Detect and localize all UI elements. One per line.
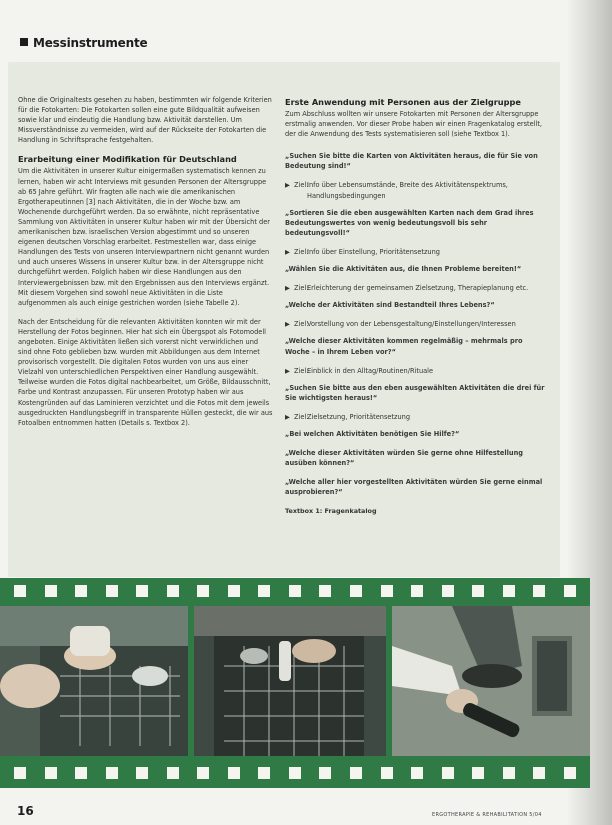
- goal-line: [285, 412, 547, 422]
- goal-line: [285, 247, 547, 257]
- film-hole: [14, 585, 26, 597]
- section-title-text: Messinstrumente: [33, 36, 148, 50]
- question-block: [285, 300, 547, 329]
- goal-text: Einblick in den Alltag/Routinen/Rituale: [307, 366, 434, 375]
- film-hole: [167, 767, 179, 779]
- film-hole: [228, 767, 240, 779]
- film-hole: [411, 767, 423, 779]
- goal-line: [285, 180, 547, 200]
- film-perforation-top: [0, 585, 590, 599]
- goal-text: Vorstellung von der Lebensgestaltung/Einstellungen/Interessen: [307, 320, 516, 329]
- film-hole: [258, 585, 270, 597]
- film-hole: [75, 767, 87, 779]
- film-hole: [503, 767, 515, 779]
- heading-first-application: Erste Anwendung mit Personen aus der Zielgruppe: [285, 97, 521, 107]
- question-block: [285, 448, 547, 468]
- heading-modification: Erarbeitung einer Modifikation für Deutschland: [18, 154, 237, 165]
- journal-footer: ERGOTHERAPIE & REHABILITATION 5/04: [432, 812, 542, 818]
- question: „Suchen Sie bitte aus den eben ausgewählten Aktivitäten die drei für Sie wichtigsten heraus!“: [285, 383, 545, 402]
- photo-dishwasher-rack: [194, 606, 386, 756]
- goal-label: Ziel:: [294, 366, 309, 375]
- film-hole: [106, 585, 118, 597]
- triangle-bullet-icon: ▶: [285, 181, 290, 190]
- film-hole: [106, 767, 118, 779]
- film-hole: [14, 767, 26, 779]
- film-hole: [319, 767, 331, 779]
- film-hole: [136, 585, 148, 597]
- goal-line: [285, 319, 547, 329]
- photo-frame-dishwasher-hands: [0, 606, 188, 756]
- question: „Welche der Aktivitäten sind Bestandteil Ihres Lebens?“: [285, 301, 495, 310]
- question-block: [285, 336, 547, 375]
- triangle-bullet-icon: ▶: [285, 412, 290, 421]
- film-hole: [564, 767, 576, 779]
- goal-line: [285, 283, 547, 293]
- paragraph-modification: Um die Aktivitäten in unserer Kultur einigermaßen systematisch kennen zu lernen, haben wir acht Interviews mit gesunden Personen der Altersgruppe ab 65 Jahre geführt. Wir fragten alle nach wie die amerikanischen Ergotherapeutinnen [3] nach Aktivitäten, die in der Woche bzw. am Wochenende durchgeführt werden. Da so erwähnte, nicht repräsentative Sammlung von Aktivitäten in unserer Kultur haben wir mit der Übersicht der amerikanischen bzw. israelischen Version abgestimmt und so unseren eigenen deutschen Vorschlag erarbeitet. Festmestellen war, dass einige Handlungen des Tests von unseren Interviewpartnern nicht genannt wurden und auch unseres Wissens in unserer Kultur bzw. in der Altersgruppe nicht durchgeführt werden. Folglich haben wir diese Handlungen aus den Interviewergebnissen bzw. mit den Ergebnissen aus den Interviews ergänzt. Mit diesem Vorgehen sind sowohl neue Aktivitäten in die Liste aufgenommen als auch einige gestrichen worden (siehe Tabelle 2).: [18, 167, 270, 307]
- film-hole: [503, 585, 515, 597]
- question-block: [285, 383, 547, 422]
- question-block: [285, 151, 547, 200]
- film-hole: [381, 585, 393, 597]
- goal-label: Ziel:: [294, 284, 309, 293]
- question-block: [285, 208, 547, 257]
- square-bullet-icon: [20, 38, 28, 46]
- film-hole: [442, 767, 454, 779]
- photo-dishwasher-hands: [0, 606, 188, 756]
- photo-frames: [0, 606, 590, 756]
- film-hole: [472, 767, 484, 779]
- question: „Welche dieser Aktivitäten würden Sie gerne ohne Hilfestellung ausüben können?“: [285, 449, 523, 468]
- film-perforation-bottom: [0, 767, 590, 781]
- film-hole: [319, 585, 331, 597]
- paragraph-photos: Nach der Entscheidung für die relevanten Aktivitäten konnten wir mit der Herstellung der Fotos beginnen. Hier hat sich ein Übergspot als Fotomodell angeboten. Einige Aktivitäten ließen sich vorerst nicht verwirklichen und sind ohne Foto geblieben bzw. wurden mit Abbildungen aus dem Internet provisorisch vorgestellt. Die digitalen Fotos wurden von uns aus einer Vielzahl von unterschiedlichen Perspektiven einer Handlung ausgewählt. Teilweise wurden die Fotos digital nachbearbeitet, um Größe, Bildausschnitt, Farbe und Kontrast anzupassen. Für unseren Prototyp haben wir aus Kostengründen auf das Laminieren verzichtet und die Fotos mit dem jeweils ausgedruckten Handlungsbegriff in transparente Hüllen gesteckt, die wir aus Fotoalben entnommen hatten (Details s. Textbox 2).: [18, 317, 273, 427]
- section-title: [20, 36, 147, 50]
- question: „Wählen Sie die Aktivitäten aus, die Ihnen Probleme bereiten!“: [285, 265, 522, 274]
- film-hole: [289, 767, 301, 779]
- goal-text: Erleichterung der gemeinsamen Zielsetzung, Therapieplanung etc.: [307, 284, 529, 293]
- photo-frame-dishwasher-rack: [194, 606, 386, 756]
- film-hole: [472, 585, 484, 597]
- question: „Bei welchen Aktivitäten benötigen Sie Hilfe?“: [285, 429, 460, 438]
- goal-line: [285, 366, 547, 376]
- film-hole: [167, 585, 179, 597]
- film-hole: [197, 585, 209, 597]
- question-block: [285, 264, 547, 293]
- film-hole: [197, 767, 209, 779]
- question: „Welche aller hier vorgestellten Aktivitäten würden Sie gerne einmal ausprobieren?“: [285, 478, 543, 497]
- goal-label: Ziel:: [294, 320, 309, 329]
- film-hole: [411, 585, 423, 597]
- film-hole: [442, 585, 454, 597]
- question: „Sortieren Sie die eben ausgewählten Karten nach dem Grad ihres Bedeutungswertes von wenig bedeutungsvoll bis sehr bedeutungsvoll!“: [285, 208, 534, 237]
- film-hole: [228, 585, 240, 597]
- triangle-bullet-icon: ▶: [285, 247, 290, 256]
- goal-text: Zielsetzung, Prioritätensetzung: [307, 412, 411, 421]
- page-number: 16: [17, 804, 34, 818]
- intro-first-application: Zum Abschluss wollten wir unsere Fotokarten mit Personen der Altersgruppe erstmalig anwenden. Vor dieser Probe haben wir einen Fragenkatalog erstellt, der die Anwendung des Tests systematisieren soll (siehe Textbox 1).: [285, 110, 543, 139]
- goal-label: Ziel:: [294, 412, 309, 421]
- film-hole: [45, 767, 57, 779]
- goal-text: Info über Lebensumstände, Breite des Aktivitätenspektrums, Handlungsbedingungen: [307, 181, 508, 200]
- film-hole: [564, 585, 576, 597]
- film-hole: [75, 585, 87, 597]
- triangle-bullet-icon: ▶: [285, 366, 290, 375]
- intro-paragraph: Ohne die Originaltests gesehen zu haben, bestimmten wir folgende Kriterien für die Fotokarten: Die Fotokarten sollen eine gute Bildqualität aufweisen sowie klar und eindeutig die Handlung bzw. Aktivität darstellen. Um Missverständnisse zu vermeiden, wird auf der Rückseite der Fotokarten die Handlung in Schriftsprache festgehalten.: [18, 96, 272, 145]
- textbox-caption: Textbox 1: Fragenkatalog: [285, 507, 377, 516]
- film-hole: [533, 767, 545, 779]
- right-column: [285, 95, 547, 517]
- question: „Welche dieser Aktivitäten kommen regelmäßig – mehrmals pro Woche – in Ihrem Leben vor?“: [285, 337, 523, 356]
- question-block: [285, 429, 547, 439]
- goal-label: Ziel:: [294, 181, 309, 190]
- question-block: [285, 477, 547, 497]
- film-hole: [533, 585, 545, 597]
- film-hole: [350, 767, 362, 779]
- film-hole: [136, 767, 148, 779]
- film-hole: [381, 767, 393, 779]
- goal-label: Ziel:: [294, 247, 309, 256]
- photo-frame-sweeping: [392, 606, 590, 756]
- question: „Suchen Sie bitte die Karten von Aktivitäten heraus, die für Sie von Bedeutung sind!“: [285, 152, 538, 171]
- goal-text: Info über Einstellung, Prioritätensetzung: [307, 247, 440, 256]
- film-hole: [258, 767, 270, 779]
- triangle-bullet-icon: ▶: [285, 284, 290, 293]
- film-hole: [289, 585, 301, 597]
- film-hole: [45, 585, 57, 597]
- film-hole: [350, 585, 362, 597]
- left-column: [18, 95, 273, 437]
- triangle-bullet-icon: ▶: [285, 320, 290, 329]
- filmstrip: [0, 578, 590, 788]
- photo-sweeping-floor: [392, 606, 590, 756]
